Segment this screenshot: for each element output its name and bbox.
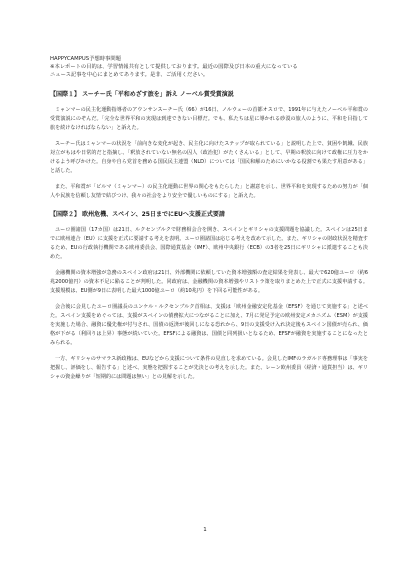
page-number: 1 [203, 527, 207, 533]
document-header [50, 55, 368, 80]
section-international-1 [50, 90, 368, 201]
paragraph: ユーロ圏諸国（17カ国）は21日、ルクセンブルクで財務相会合を開き、スペインとギリシャの支援問題を協議した。スペインは25日までに欧州連合（EU）に支援を正式に要請する考えを表明。ユーロ圏諸国は応じる考えを改めて示した。また、ギリシャの財政状況を精査するため、EUの行政執行機関である欧州委員会、国際通貨基金（IMF）、欧州中央銀行（ECB）の3者を25日にギリシャに派遣することも決めた。 [50, 226, 368, 260]
document-page [50, 55, 368, 389]
section-heading: 【国際１】 スーチー氏「平和めざす旅を」訴え ノーベル賞受賞演説 [50, 90, 234, 98]
paragraph: ミャンマーの民主化運動指導者のアウンサンスーチー氏（66）が16日、ノルウェーの首都オスロで、1991年に与えたノーベル平和賞の受賞演説にのぞんだ。「完全な世界平和の実現は到達できない目標だ。でも、私たちは星に導かれる砂漠の旅人のように、平和を目指して旅を続けなければならない」と訴えた。 [50, 106, 368, 131]
notice-line-2: ニュース記事を中心にまとめてあります。是非、ご活用ください。 [50, 72, 209, 79]
paragraph: また、平和賞が「ビルマ（ミャンマー）の民主化運動に世界の関心をもたらした」と謝意を示し、世界平和を実現するための努力が「個人や民族を信頼し友情で結びつけ、我々の社会をより安全で優しいものにする」と訴えた。 [50, 183, 368, 199]
paragraph: 一方、ギリシャのサマラス新政権は、EUなどから支援について条件の見直しを求めている。会見したIMFのラガルド専務理事は「事実を把握し、評価をし、報告する」と述べ、実態を把握することが先決との考えを示した。また、レーン欧州委員（経済・通貨担当）は、ギリシャの資金繰りが「短期的には問題は無い」との見解を示した。 [50, 355, 368, 380]
paragraph: 会合後に会見したユーロ圏議長のユンケル・ルクセンブルク首相は、支援は「欧州金融安定化基金（EFSF）を通じて実施する」と述べた。スペイン支援をめぐっては、支援がスペインの債務拡大につながることに加え、7月に発足予定の欧州安定メカニズム（ESM）が支援を実施した場合、融資に優先権が付与され、国債の返済が後回しになる恐れから、9日の支援受け入れ決定後もスペイン国債が売られ、価格が下がる（利回りは上昇）事態が続いていた。EFSFによる融資は、国債と同列扱いとなるため、EFSFが融資を実施することになったとみられる。 [50, 303, 368, 346]
paragraph: スーチー氏はミャンマーの状況を「前向きな変化が起き、民主化に向けたステップが取られている」と説明した上で、貧困や飢餓、民族対立がもはや日常的だと指摘し、「釈放されていない無名の囚人（政治犯）がたくさんいる」として、早期の釈放に向けて政権に圧力をかけるよう呼びかけた。自身や自ら党首を務める国民民主連盟（NLD）については「国民和解のためにいかなる役割でも果たす用意がある」と話した。 [50, 140, 368, 174]
section-heading: 【国際２】 欧州危機、スペイン、25日までにEUへ支援正式要請 [50, 210, 225, 218]
paragraph: 金融機関の資本増強が急務のスペイン政府は21日、外部機関に依頼していた資本増強額の査定結果を発表し、最大で620億ユーロ（約6兆2000億円）の資本不足に陥ることが判明した。同政府は、金融機関の資本増強やリストラ策を取りまとめた上で正式に支援申請する。支援規模は、EU側が9日に表明した最大1000億ユーロ（約10兆円）を下回る可能性がある。 [50, 269, 368, 294]
section-international-2 [50, 210, 368, 382]
document-title: HAPPYCAMPUS予想時事問題 [50, 56, 121, 62]
notice-line-1: ※本レポートの目的は、学習情報共有として提供しております。最近の国際及び日本の重大になっている [50, 64, 298, 71]
